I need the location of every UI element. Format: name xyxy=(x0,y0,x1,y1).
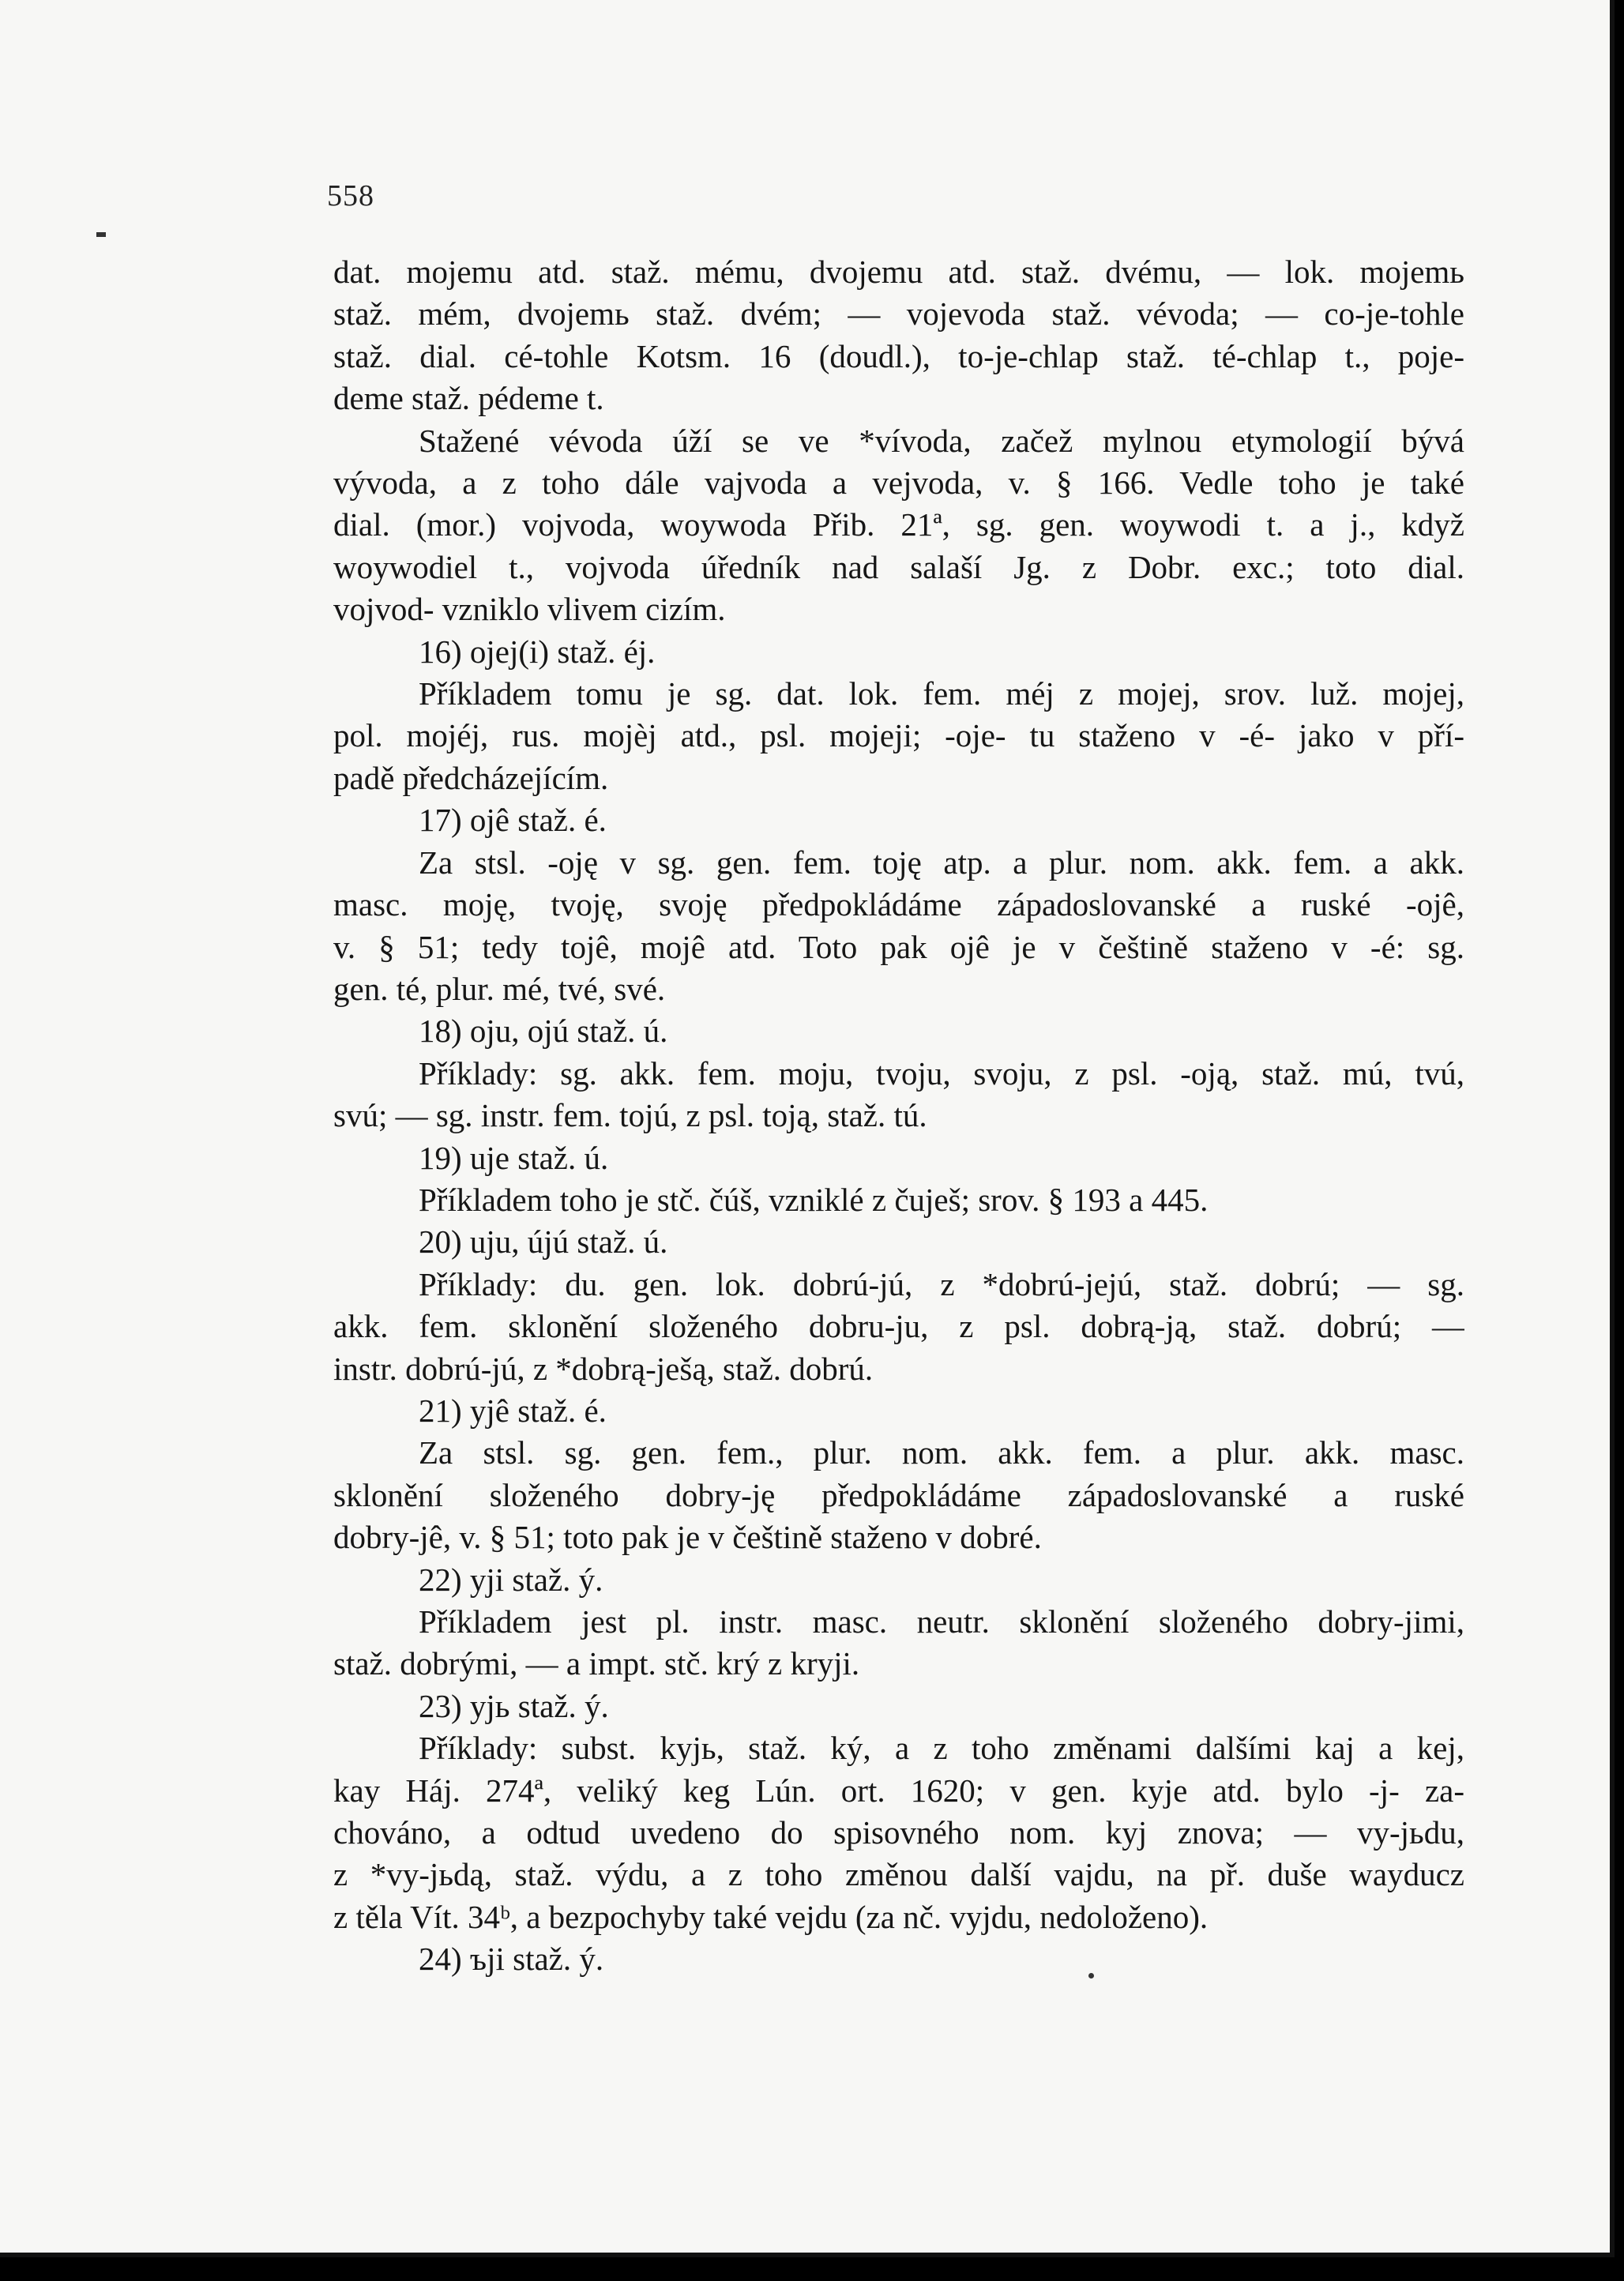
stray-ink-mark xyxy=(96,232,106,237)
text-line: staž. dobrými, — a impt. stč. krý z kryji. xyxy=(333,1645,860,1682)
text-line: Stažené vévoda úží se ve *vívoda, začež mylnou etymologií bývá xyxy=(419,422,1464,459)
section-heading-line: 18) oju, ojú staž. ú. xyxy=(419,1013,668,1050)
section-heading-line: Příkladem toho je stč. čúš, vzniklé z čuješ; srov. § 193 a 445. xyxy=(419,1181,1209,1218)
text-line: Za stsl. -oję v sg. gen. fem. toję atp. a plur. nom. akk. fem. a akk. xyxy=(419,844,1464,881)
text-line: vojvod- vzniklo vlivem cizím. xyxy=(333,591,726,628)
text-line: dial. (mor.) vojvoda, woywoda Přib. 21ª, sg. gen. woywodi t. a j., když xyxy=(333,506,1464,543)
section-heading-line: 21) yjê staž. é. xyxy=(419,1392,607,1429)
page-number: 558 xyxy=(327,179,374,212)
text-line: dobry-jê, v. § 51; toto pak je v češtině staženo v dobré. xyxy=(333,1519,1042,1556)
text-line: padě předcházejícím. xyxy=(333,759,609,796)
section-heading-line: 24) ъji staž. ý. xyxy=(419,1941,604,1978)
text-line: Za stsl. sg. gen. fem., plur. nom. akk. fem. a plur. akk. masc. xyxy=(419,1434,1464,1471)
text-line: Příkladem jest pl. instr. masc. neutr. sklonění složeného dobry-jimi, xyxy=(419,1603,1464,1640)
section-heading-line: 17) ojê staž. é. xyxy=(419,802,607,839)
text-line: gen. té, plur. mé, tvé, své. xyxy=(333,970,666,1007)
text-line: Příklady: sg. akk. fem. moju, tvoju, svoju, z psl. -oją, staž. mú, tvú, xyxy=(419,1054,1464,1092)
text-line: instr. dobrú-jú, z *dobrą-ješą, staž. dobrú. xyxy=(333,1350,874,1387)
section-heading-line: 22) yji staž. ý. xyxy=(419,1561,603,1598)
text-line: woywodiel t., vojvoda úředník nad salaší Jg. z Dobr. exc.; toto dial. xyxy=(333,548,1464,585)
text-line: deme staž. pédeme t. xyxy=(333,380,604,417)
text-line: staž. dial. cé-tohle Kotsm. 16 (doudl.), to-je-chlap staž. té-chlap t., poje- xyxy=(333,337,1464,374)
section-heading-line: 19) uje staž. ú. xyxy=(419,1139,609,1176)
section-heading-line: 16) ojej(i) staž. éj. xyxy=(419,633,656,670)
text-line: pol. mojéj, rus. mojèj atd., psl. mojeji; -oje- tu staženo v -é- jako v pří- xyxy=(333,717,1464,754)
text-line: kay Háj. 274ª, veliký keg Lún. ort. 1620; v gen. kyje atd. bylo -j- za- xyxy=(333,1772,1464,1809)
text-line: sklonění složeného dobry-ję předpokládáme západoslovanské a ruské xyxy=(333,1476,1464,1513)
text-line: Příkladem tomu je sg. dat. lok. fem. méj z mojej, srov. luž. mojej, xyxy=(419,675,1464,712)
text-line: z těla Vít. 34ᵇ, a bezpochyby také vejdu (za nč. vyjdu, nedoloženo). xyxy=(333,1898,1209,1935)
body-text xyxy=(333,251,1464,1981)
stray-ink-dot xyxy=(1088,1973,1094,1978)
text-line: masc. moję, tvoję, svoję předpokládáme západoslovanské a ruské -ojê, xyxy=(333,886,1464,923)
text-line: Příklady: subst. kyjь, staž. ký, a z toho změnami dalšími kaj a kej, xyxy=(419,1730,1464,1767)
text-line: svú; — sg. instr. fem. tojú, z psl. toją, staž. tú. xyxy=(333,1097,927,1134)
text-line: Příklady: du. gen. lok. dobrú-jú, z *dobrú-jejú, staž. dobrú; — sg. xyxy=(419,1265,1464,1302)
text-line: vývoda, a z toho dále vajvoda a vejvoda, v. § 166. Vedle toho je také xyxy=(333,464,1464,502)
text-line: z *vy-jьdą, staž. výdu, a z toho změnou další vajdu, na př. duše wayducz xyxy=(333,1856,1464,1893)
section-heading-line: 20) uju, újú staž. ú. xyxy=(419,1223,668,1261)
text-line: akk. fem. sklonění složeného dobru-ju, z psl. dobrą-ją, staž. dobrú; — xyxy=(333,1308,1464,1345)
text-line: v. § 51; tedy tojê, mojê atd. Toto pak ojê je v češtině staženo v -é: sg. xyxy=(333,928,1464,965)
section-heading-line: 23) yjь staž. ý. xyxy=(419,1687,609,1724)
text-line: chováno, a odtud uvedeno do spisovného nom. kyj znova; — vy-jьdu, xyxy=(333,1814,1464,1851)
text-line: dat. mojemu atd. staž. mému, dvojemu atd. staž. dvému, — lok. mojemь xyxy=(333,254,1464,290)
text-line: staž. mém, dvojemь staž. dvém; — vojevoda staž. vévoda; — co-je-tohle xyxy=(333,295,1464,333)
